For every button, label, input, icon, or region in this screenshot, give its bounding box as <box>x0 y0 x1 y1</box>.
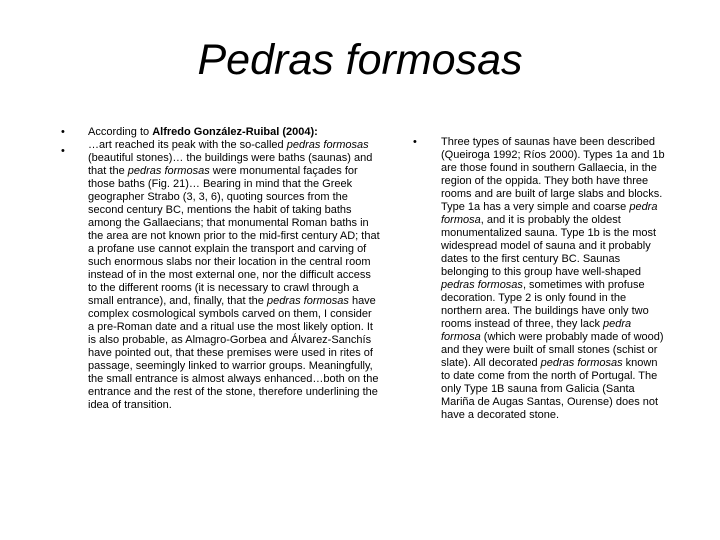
bullet-marker: • <box>61 126 65 138</box>
right-body <box>441 136 665 422</box>
body-text-italic: pedras formosas <box>441 279 523 291</box>
body-text-italic: pedra formosa <box>441 201 658 226</box>
body-text: have complex cosmological symbols carved on them, I consider a pre-Roman date and a ritual use the most likely option. It is also probable, as Almagro-Gorbea and Álvarez-Sanchís have pointed out, that these premises were used in rites of passage, seemingly linked to warrior groups. Meaningfully, the small entrance is almost always enhanced…both on the entrance and the rest of the stone, therefore underlining the idea of transition. <box>88 295 379 411</box>
heading-prefix: According to <box>88 126 153 138</box>
slide-title: Pedras formosas <box>197 36 523 84</box>
body-text-italic: pedras formosas <box>266 295 349 307</box>
body-text: , and it is probably the oldest monumentalized sauna. Type 1b is the most widespread model of sauna and it probably dates to the first century BC. Saunas belonging to this group have well-shaped <box>441 214 657 278</box>
left-heading <box>88 126 380 139</box>
body-text-italic: pedra formosa <box>441 318 632 343</box>
bullet-marker: • <box>61 145 65 157</box>
left-column <box>88 126 380 412</box>
body-text: , sometimes with profuse decoration. Type 2 is only found in the northern area. The buildings have only two rooms instead of three, they lack <box>441 279 649 330</box>
body-text: (beautiful stones)… the buildings were baths (saunas) and that the <box>88 152 373 177</box>
body-text-italic: pedras formosas <box>286 139 369 151</box>
bullet-marker: • <box>413 136 417 148</box>
body-text: Three types of saunas have been described (Queiroga 1992; Ríos 2000). Types 1a and 1b are those found in southern Gallaecia, in the region of the oppida. They both have three rooms and are built of large slabs and blocks. Type 1a has a very simple and coarse <box>441 136 665 213</box>
body-text: (which were probably made of wood) and they were built of small stones (schist or slate). All decorated <box>441 331 664 369</box>
body-text: were monumental façades for those baths (Fig. 21)… Bearing in mind that the Greek geographer Strabo (3, 3, 6), quoting sources from the second century BC, mentions the habit of taking baths among the Gallaecians; that monumental Roman baths in the area are not known prior to the mid-first century AD; that a profane use cannot explain the transport and carving of such enormous slabs nor their location in the central room instead of in the most external one, nor the difficult access to the different rooms (it is necessary to crawl through a small entrance), and, finally, that the <box>88 165 380 307</box>
body-text-italic: pedras formosas <box>127 165 210 177</box>
body-text-italic: pedras formosas <box>540 357 623 369</box>
left-body <box>88 139 380 412</box>
body-text: known to date come from the north of Portugal. The only Type 1B sauna from Galicia (Santa Mariña de Augas Santas, Ourense) does not have a decorated stone. <box>441 357 659 421</box>
body-text: …art reached its peak with the so-called <box>88 139 287 151</box>
right-column <box>441 136 665 422</box>
heading-author: Alfredo González-Ruibal (2004): <box>152 126 318 138</box>
